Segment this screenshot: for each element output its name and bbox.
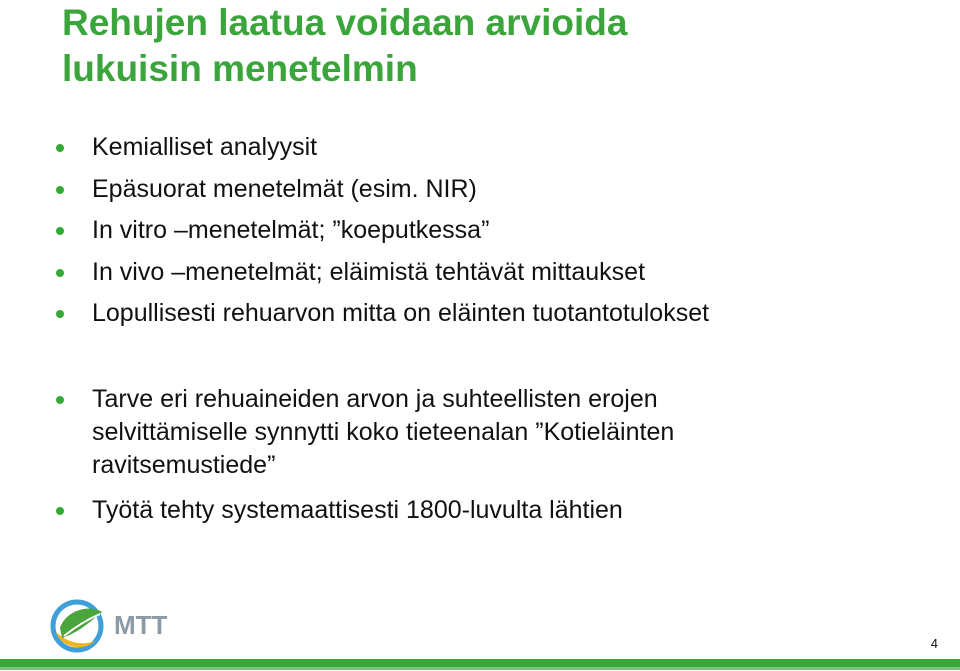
bullet-text [92, 383, 792, 482]
bullet-dot-icon [56, 396, 64, 404]
mtt-leaf-icon [53, 602, 102, 650]
slide-title-line: Rehujen laatua voidaan arvioida [62, 2, 628, 43]
footer-stripe [0, 659, 960, 667]
slide-title-line: lukuisin menetelmin [62, 48, 418, 89]
bullet-text [92, 131, 792, 164]
bullet-text [92, 494, 792, 527]
page-number: 4 [930, 636, 938, 651]
bullet-text [92, 173, 792, 206]
bullet-text-line: In vivo –menetelmät; eläimistä tehtävät mittaukset [92, 258, 646, 286]
bullet-text-line: selvittämiselle synnytti koko tieteenalan ”Kotieläinten [92, 418, 675, 446]
bullet-dot-icon [56, 227, 64, 235]
bullet-text-line: ravitsemustiede” [92, 451, 276, 479]
bullet-text [92, 214, 792, 247]
mtt-logo [50, 596, 200, 654]
bullet-text [92, 256, 792, 289]
bullet-dot-icon [56, 186, 64, 194]
bullet-dot-icon [56, 310, 64, 318]
bullet-text-line: Epäsuorat menetelmät (esim. NIR) [92, 175, 477, 203]
bullet-text-line: In vitro –menetelmät; ”koeputkessa” [92, 216, 490, 244]
bullet-text-line: Työtä tehty systemaattisesti 1800-luvulta lähtien [92, 496, 623, 524]
bullet-text [92, 297, 792, 330]
footer-stripe-light [0, 667, 960, 670]
bullet-text-line: Tarve eri rehuaineiden arvon ja suhteellisten erojen [92, 385, 658, 413]
logo-text: MTT [114, 610, 168, 640]
slide-title [62, 0, 922, 92]
bullet-dot-icon [56, 269, 64, 277]
bullet-dot-icon [56, 144, 64, 152]
bullet-dot-icon [56, 507, 64, 515]
bullet-text-line: Kemialliset analyysit [92, 133, 318, 161]
footer-bar [0, 659, 960, 671]
bullet-text-line: Lopullisesti rehuarvon mitta on eläinten tuotantotulokset [92, 299, 710, 327]
